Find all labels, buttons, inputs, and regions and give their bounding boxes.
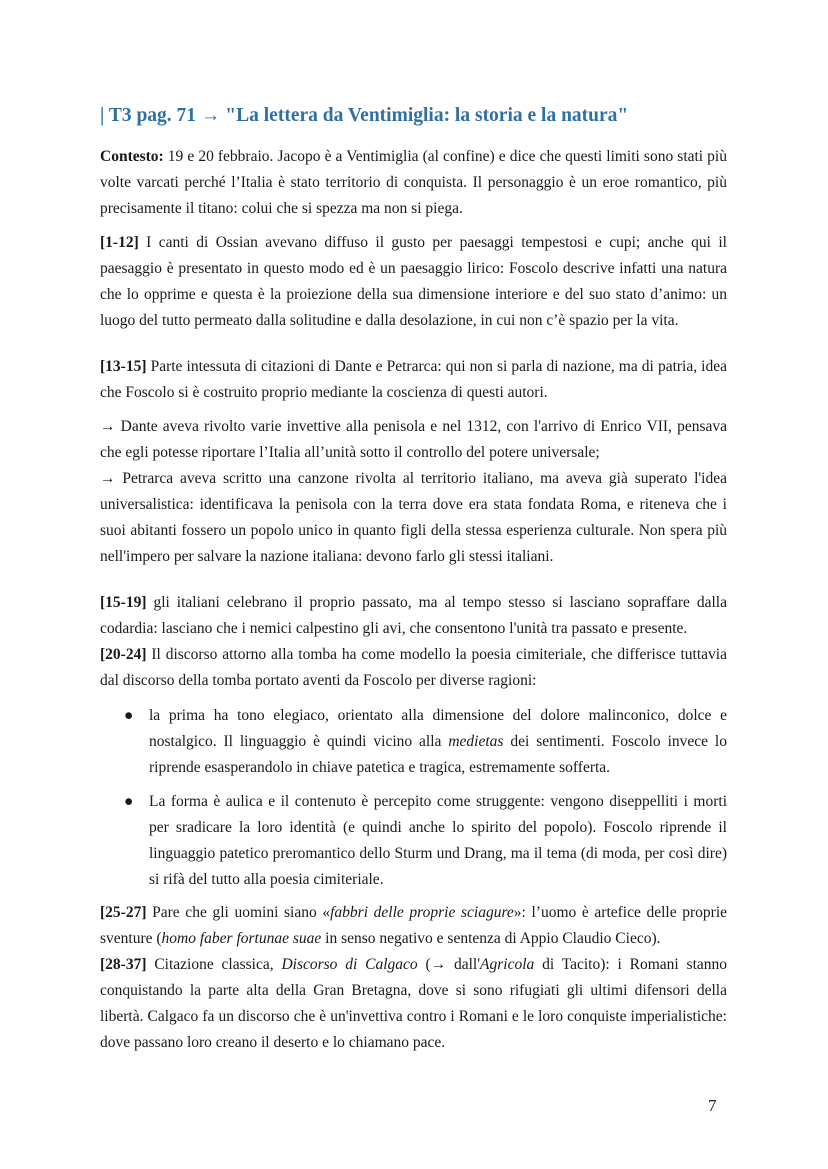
section-heading [100, 102, 740, 130]
list-item: ● la prima ha tono elegiaco, orientato alla dimensione del dolore malinconico, dolce e nostalgico. Il linguaggio è quindi vicino alla medietas dei sentimenti. Foscolo invece lo riprende esasperandolo in chiave patetica e tragica, estremamente sofferta. [100, 703, 727, 781]
text-1-12: I canti di Ossian avevano diffuso il gusto per paesaggi tempestosi e cupi; anche qui il paesaggio è presentato in questo modo ed è un paesaggio lirico: Foscolo descrive infatti una natura che lo opprime e questa è la proiezione della sua dimensione interiore e del suo stato d’animo: un luogo del tutto permeato dalla solitudine e dalla desolazione, in cui non c’è spazio per la vita. [100, 234, 727, 329]
label-contesto: Contesto: [100, 148, 164, 165]
label-1-12: [1-12] [100, 234, 139, 251]
page-number: 7 [708, 1096, 717, 1115]
italic-medietas: medietas [448, 733, 504, 750]
text-20-24: Il discorso attorno alla tomba ha come modello la poesia cimiteriale, che differisce tuttavia dal discorso della tomba portato aventi da Foscolo per diverse ragioni: [100, 646, 727, 689]
list-item: ● La forma è aulica e il contenuto è percepito come struggente: vengono diseppelliti i morti per sradicare la loro identità (e quindi anche lo spirito del popolo). Foscolo riprende il linguaggio patetico preromantico dello Sturm und Drang, ma il tema (di moda, per così dire) si rifà del tutto alla poesia cimiteriale. [100, 789, 727, 893]
label-28-37: [28-37] [100, 956, 147, 973]
paragraph-13-15 [100, 354, 727, 570]
label-20-24: [20-24] [100, 646, 147, 663]
arrow-item-dante: → Dante aveva rivolto varie invettive alla penisola e nel 1312, con l'arrivo di Enrico VII, pensava che egli potesse riportare l’Italia all’unità sotto il controllo del potere universale; [100, 418, 727, 461]
label-25-27: [25-27] [100, 904, 147, 921]
italic-quote: fabbri delle proprie sciagure [330, 904, 514, 921]
italic-work-agricola: Agricola [480, 956, 535, 973]
text-13-15: Parte intessuta di citazioni di Dante e Petrarca: qui non si parla di nazione, ma di patria, idea che Foscolo si è costruito proprio mediante la coscienza di questi autori. [100, 358, 727, 401]
bullet-dot-icon: ● [124, 793, 134, 810]
paragraph-contesto [100, 144, 727, 222]
text-15-19: gli italiani celebrano il proprio passato, ma al tempo stesso si lasciano sopraffare dalla codardia: lasciano che i nemici calpestino gli avi, che consentono l'unità tra passato e presente. [100, 594, 727, 637]
heading-prefix: | T3 pag. 71 [100, 105, 197, 126]
label-15-19: [15-19] [100, 594, 147, 611]
text-contesto: 19 e 20 febbraio. Jacopo è a Ventimiglia (al confine) e dice che questi limiti sono stati più volte varcati perché l’Italia è stato territorio di conquista. Il personaggio è un eroe romantico, più precisamente il titano: colui che si spezza ma non si piega. [100, 148, 727, 217]
label-13-15: [13-15] [100, 358, 147, 375]
italic-work-calgaco: Discorso di Calgaco [281, 956, 418, 973]
heading-title: "La lettera da Ventimiglia: la storia e la natura" [225, 105, 629, 126]
bullet-list [100, 703, 727, 901]
paragraph-1-12 [100, 230, 727, 334]
paragraph-25-37: [25-27] Pare che gli uomini siano «fabbri delle proprie sciagure»: l’uomo è artefice delle proprie sventure (homo faber fortunae suae in senso negativo e sentenza di Appio Claudio Cieco). [28-37] Citazione classica, Discorso di Calgaco (→ dall'Agricola di Tacito): i Romani stanno conquistando la parte alta della Gran Bretagna, dove si sono rifugiati gli ultimi difensori della libertà. Calgaco fa un discorso che è un'invettiva contro i Romani e le loro conquiste imperialistiche: dove passano loro creano il deserto e lo chiamano pace. [100, 904, 728, 1051]
heading-arrow: → [196, 105, 226, 126]
paragraph-15-24 [100, 590, 727, 694]
bullet-dot-icon: ● [124, 707, 134, 724]
arrow-item-petrarca: → Petrarca aveva scritto una canzone rivolta al territorio italiano, ma aveva già superato l'idea universalistica: identificava la penisola con la terra dove era stata fondata Roma, e riteneva che i suoi abitanti fossero un popolo unico in quanto figli della stessa esperienza culturale. Non spera più nell'impero per salvare la nazione italiana: devono farlo gli stessi italiani. [100, 470, 727, 565]
italic-latin: homo faber fortunae suae [161, 930, 322, 947]
